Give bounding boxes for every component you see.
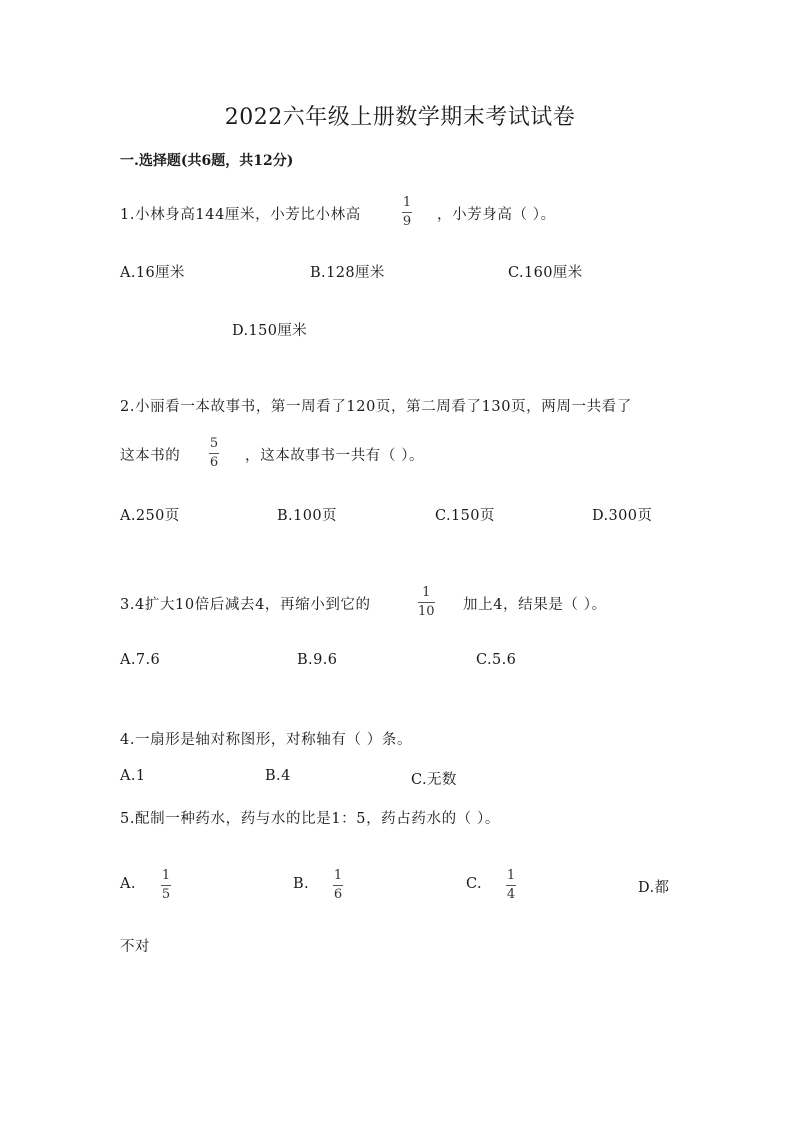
question-5-option-a-fraction bbox=[161, 869, 171, 902]
question-2-text-end: ，这本故事书一共有（ ）。 bbox=[245, 448, 425, 464]
question-4-text: 4.一扇形是轴对称图形，对称轴有（ ）条。 bbox=[120, 732, 413, 748]
question-5-option-b-fraction bbox=[333, 869, 343, 902]
fraction-denominator: 6 bbox=[209, 455, 219, 470]
fraction-denominator: 4 bbox=[506, 887, 516, 902]
question-1-text: 1.小林身高144厘米，小芳比小林高 bbox=[120, 207, 361, 223]
question-1-fraction bbox=[402, 196, 412, 229]
question-2-option-d[interactable]: D.300页 bbox=[592, 508, 653, 524]
question-2-option-b[interactable]: B.100页 bbox=[277, 508, 337, 524]
fraction-numerator: 1 bbox=[402, 195, 412, 210]
fraction-denominator: 6 bbox=[333, 887, 343, 902]
fraction-numerator: 1 bbox=[506, 868, 516, 883]
question-5-option-a[interactable]: A. bbox=[120, 876, 136, 892]
question-3-text-end: 加上4，结果是（ ）。 bbox=[463, 597, 607, 613]
question-2-option-a[interactable]: A.250页 bbox=[120, 508, 180, 524]
question-3-option-c[interactable]: C.5.6 bbox=[476, 652, 517, 668]
question-5-option-d-continuation: 不对 bbox=[120, 939, 150, 955]
fraction-bar bbox=[209, 453, 219, 454]
page-title: 2022六年级上册数学期末考试试卷 bbox=[224, 105, 576, 130]
question-3-text: 3.4扩大10倍后减去4，再缩小到它的 bbox=[120, 597, 371, 613]
fraction-numerator: 5 bbox=[209, 436, 219, 451]
fraction-bar bbox=[333, 885, 343, 886]
fraction-bar bbox=[506, 885, 516, 886]
question-2-option-c[interactable]: C.150页 bbox=[435, 508, 495, 524]
question-1-text-end: ，小芳身高（ ）。 bbox=[437, 207, 556, 223]
question-4-option-a[interactable]: A.1 bbox=[120, 768, 146, 784]
fraction-bar bbox=[161, 885, 171, 886]
fraction-denominator: 9 bbox=[402, 214, 412, 229]
fraction-numerator: 1 bbox=[333, 868, 343, 883]
fraction-numerator: 1 bbox=[422, 585, 431, 600]
fraction-numerator: 1 bbox=[161, 868, 171, 883]
question-4-option-c[interactable]: C.无数 bbox=[411, 772, 457, 788]
question-1-option-c[interactable]: C.160厘米 bbox=[508, 265, 583, 281]
section-heading: 一.选择题(共6题，共12分) bbox=[120, 153, 294, 169]
fraction-denominator: 5 bbox=[161, 887, 171, 902]
question-5-option-c[interactable]: C. bbox=[466, 876, 482, 892]
question-5-text: 5.配制一种药水，药与水的比是1：5，药占药水的（ ）。 bbox=[120, 811, 500, 827]
question-2-text: 2.小丽看一本故事书，第一周看了120页，第二周看了130页，两周一共看了 bbox=[120, 399, 632, 415]
question-3-option-b[interactable]: B.9.6 bbox=[297, 652, 338, 668]
question-4-option-b[interactable]: B.4 bbox=[265, 768, 291, 784]
question-5-option-c-fraction bbox=[506, 869, 516, 902]
question-5-option-d[interactable]: D.都 bbox=[638, 880, 670, 896]
question-3-option-a[interactable]: A.7.6 bbox=[120, 652, 161, 668]
question-5-option-b[interactable]: B. bbox=[293, 876, 310, 892]
question-1-option-b[interactable]: B.128厘米 bbox=[310, 265, 385, 281]
question-1-option-d[interactable]: D.150厘米 bbox=[232, 323, 308, 339]
fraction-bar bbox=[418, 602, 435, 603]
fraction-bar bbox=[402, 212, 412, 213]
question-2-text-line2: 这本书的 bbox=[120, 448, 181, 464]
question-3-fraction bbox=[418, 586, 435, 619]
question-2-fraction bbox=[209, 437, 219, 470]
fraction-denominator: 10 bbox=[418, 604, 435, 619]
question-1-option-a[interactable]: A.16厘米 bbox=[120, 265, 185, 281]
